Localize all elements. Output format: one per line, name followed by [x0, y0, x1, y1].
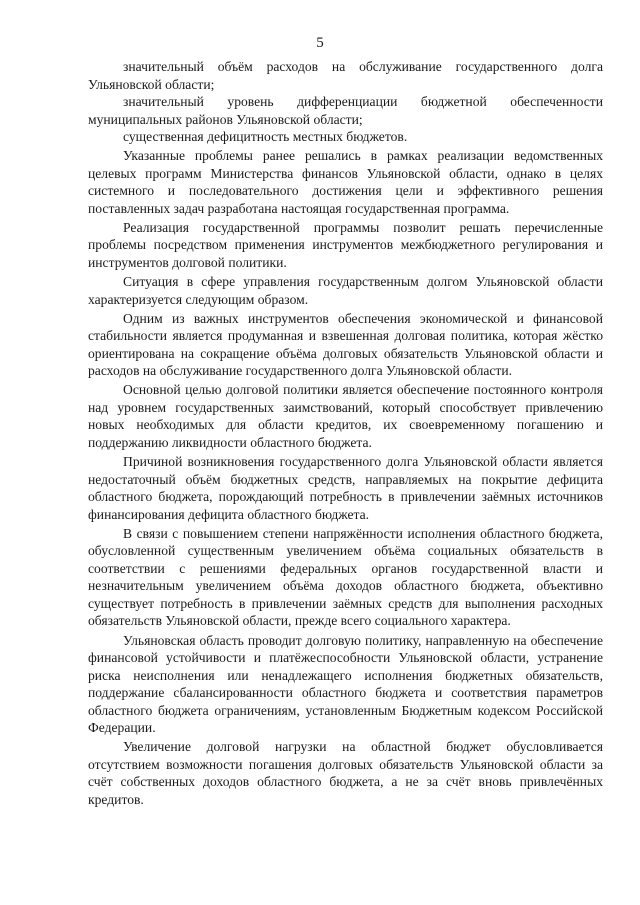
paragraph-debt-load: Увеличение долговой нагрузки на областной бюджет обусловливается отсутствием возможности погашения долговых обязательств Ульяновской области за счёт собственных доходов областного бюджета, а не за счёт вновь привлечённых кредитов. — [88, 739, 603, 807]
list-item-budget-differentiation: значительный уровень дифференциации бюджетной обеспеченности муниципальных районов Ульяновской области; — [88, 94, 603, 127]
paragraph-policy-goal: Основной целью долговой политики является обеспечение постоянного контроля над уровнем государственных заимствований, который способствует привлечению новых необходимых для области кредитов, их своевременному погашению и поддержанию ликвидности областного бюджета. — [88, 382, 603, 450]
paragraph-budget-tension: В связи с повышением степени напряжённости исполнения областного бюджета, обусловленной существенным увеличением объёма социальных обязательств в соответствии с решениями федеральных органов государственной власти и незначительным увеличением объёма доходов областного бюджета, объективно существует потребность в привлечении заёмных средств для выполнения расходных обязательств Ульяновской области, прежде всего социального характера. — [88, 525, 603, 629]
paragraph-debt-policy-instrument: Одним из важных инструментов обеспечения экономической и финансовой стабильности является продуманная и взвешенная долговая политика, которая жёстко ориентирована на сокращение объёма долговых обязательств Ульяновской области и расходов на обслуживание государственного долга Ульяновской области. — [88, 310, 603, 379]
list-item-debt-service: значительный объём расходов на обслуживание государственного долга Ульяновской области; — [88, 59, 603, 92]
paragraph-programs: Указанные проблемы ранее решались в рамках реализации ведомственных целевых программ Министерства финансов Ульяновской области, однако в целях системного и последовательного достижения цели и эффективного решения поставленных задач разработана настоящая государственная программа. — [88, 148, 603, 216]
list-item-local-deficit: существенная дефицитность местных бюджетов. — [123, 129, 408, 145]
paragraph-implementation: Реализация государственной программы позволит решать перечисленные проблемы посредством применения инструментов межбюджетного регулирования и инструментов долговой политики. — [88, 219, 603, 271]
page-number: 5 — [316, 35, 324, 51]
paragraph-debt-cause: Причиной возникновения государственного долга Ульяновской области является недостаточный объём бюджетных средств, направляемых на покрытие дефицита областного бюджета, порождающий потребность в привлечении заёмных источников финансирования дефицита областного бюджета. — [88, 454, 603, 522]
paragraph-region-policy: Ульяновская область проводит долговую политику, направленную на обеспечение финансовой устойчивости и платёжеспособности Ульяновской области, устранение риска неисполнения или ненадлежащего исполнения бюджетных обязательств, поддержание сбалансированности областного бюджета и соответствия параметров областного бюджета ограничениям, установленным Бюджетным кодексом Российской Федерации. — [88, 632, 603, 736]
paragraph-situation: Ситуация в сфере управления государственным долгом Ульяновской области характеризуется следующим образом. — [88, 274, 603, 307]
body-text — [88, 58, 603, 808]
